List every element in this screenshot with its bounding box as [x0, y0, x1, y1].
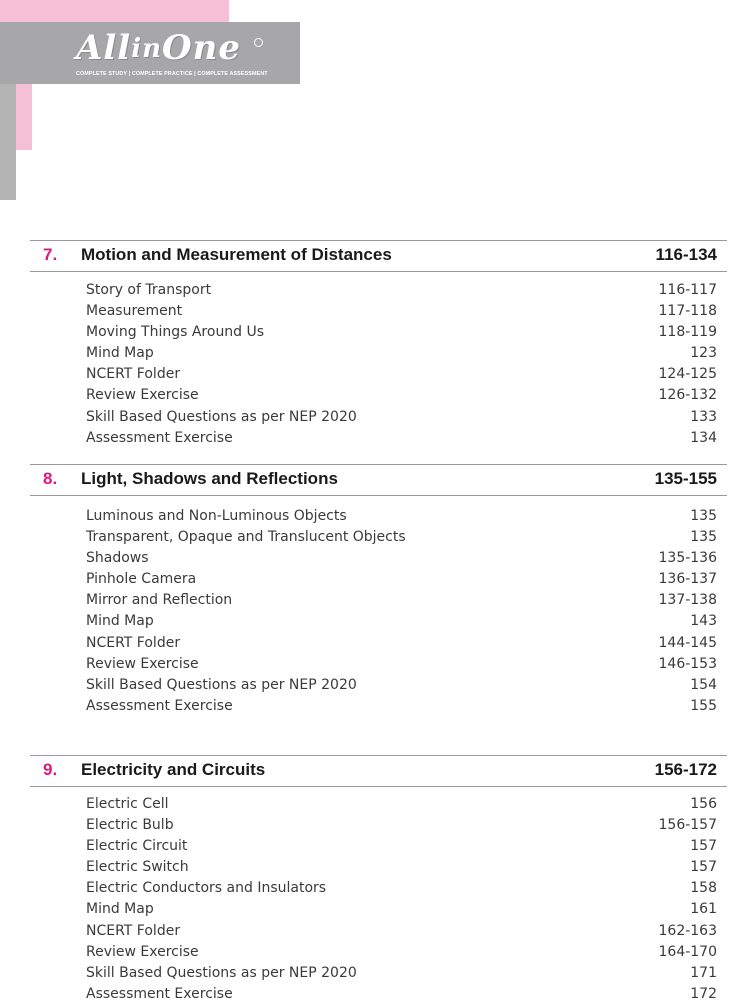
topic-label: Assessment Exercise	[86, 697, 233, 714]
topic-pages: 118-119	[658, 324, 717, 341]
chapter-page-range: 116-134	[655, 245, 717, 264]
topic-label: Measurement	[86, 303, 183, 320]
topic-row[interactable]	[30, 343, 727, 364]
topic-pages: 144-145	[658, 634, 717, 651]
topic-row[interactable]	[30, 569, 727, 590]
topic-pages: 156-157	[658, 817, 717, 834]
topic-row[interactable]	[30, 322, 727, 343]
chapter-title: Light, Shadows and Reflections	[81, 469, 338, 488]
topic-row[interactable]	[30, 590, 727, 611]
topic-label: Electric Cell	[86, 796, 169, 812]
topic-pages: 164-170	[658, 943, 717, 960]
topic-label: Electric Circuit	[86, 838, 188, 855]
chapter-title: Electricity and Circuits	[81, 760, 266, 779]
topic-label: Mind Map	[86, 901, 154, 918]
topic-row[interactable]	[30, 675, 727, 696]
topic-pages: 162-163	[658, 922, 717, 939]
topic-pages: 154	[690, 676, 717, 693]
topic-list	[30, 272, 727, 449]
topic-row[interactable]	[30, 963, 727, 984]
chapter-number: 7.	[43, 245, 58, 264]
registered-mark-icon	[254, 38, 263, 47]
topic-row[interactable]	[30, 654, 727, 675]
topic-row[interactable]	[30, 548, 727, 569]
topic-pages: 161	[690, 901, 717, 918]
topic-row[interactable]	[30, 921, 727, 942]
topic-label: NCERT Folder	[86, 366, 181, 383]
chapter-section	[30, 755, 727, 1005]
topic-row[interactable]	[30, 280, 727, 301]
topic-row[interactable]	[30, 815, 727, 836]
topic-pages: 172	[690, 985, 717, 1002]
topic-label: Skill Based Questions as per NEP 2020	[86, 408, 357, 425]
topic-pages: 136-137	[658, 571, 717, 588]
topic-label: Mind Map	[86, 345, 154, 362]
topic-label: Skill Based Questions as per NEP 2020	[86, 964, 357, 981]
topic-pages: 137-138	[658, 592, 717, 609]
topic-label: Electric Switch	[86, 859, 189, 876]
topic-row[interactable]	[30, 428, 727, 449]
chapter-section	[30, 464, 727, 717]
topic-row[interactable]	[30, 899, 727, 920]
chapter-page-range: 156-172	[654, 760, 717, 779]
topic-label: Luminous and Non-Luminous Objects	[86, 508, 347, 524]
topic-pages: 143	[690, 613, 717, 630]
topic-label: Moving Things Around Us	[86, 324, 265, 341]
topic-pages: 157	[690, 859, 717, 876]
topic-row[interactable]	[30, 696, 727, 717]
topic-label: Review Exercise	[86, 655, 199, 672]
chapter-number: 9.	[43, 760, 58, 779]
chapter-title: Motion and Measurement of Distances	[81, 245, 392, 264]
topic-label: Mind Map	[86, 613, 154, 630]
topic-pages: 134	[690, 429, 717, 446]
topic-label: Transparent, Opaque and Translucent Objects	[86, 529, 406, 546]
chapter-page-range: 135-155	[654, 469, 717, 488]
chapter-heading[interactable]	[30, 240, 727, 272]
topic-row[interactable]	[30, 857, 727, 878]
topic-row[interactable]	[30, 794, 727, 815]
topic-pages: 135	[690, 529, 717, 546]
topic-pages: 156	[690, 796, 717, 812]
chapter-heading[interactable]	[30, 464, 727, 496]
topic-pages: 133	[690, 408, 717, 425]
topic-pages: 155	[690, 697, 717, 714]
brand-logo: AllinOne	[76, 28, 241, 68]
chapter-section	[30, 240, 727, 449]
topic-row[interactable]	[30, 611, 727, 632]
topic-list	[30, 787, 727, 1005]
topic-label: Story of Transport	[86, 282, 212, 298]
topic-row[interactable]	[30, 942, 727, 963]
topic-row[interactable]	[30, 836, 727, 857]
topic-row[interactable]	[30, 364, 727, 385]
topic-pages: 123	[690, 345, 717, 362]
brand-accent-bar-top	[0, 0, 229, 22]
topic-pages: 116-117	[658, 282, 717, 298]
topic-label: Review Exercise	[86, 387, 199, 404]
topic-row[interactable]	[30, 984, 727, 1005]
topic-pages: 117-118	[658, 303, 717, 320]
topic-row[interactable]	[30, 407, 727, 428]
topic-list	[30, 496, 727, 717]
topic-label: Pinhole Camera	[86, 571, 197, 588]
topic-pages: 171	[690, 964, 717, 981]
topic-label: Assessment Exercise	[86, 985, 233, 1002]
topic-row[interactable]	[30, 506, 727, 527]
topic-row[interactable]	[30, 633, 727, 654]
topic-label: Review Exercise	[86, 943, 199, 960]
topic-pages: 157	[690, 838, 717, 855]
topic-label: Electric Bulb	[86, 817, 174, 834]
topic-label: Skill Based Questions as per NEP 2020	[86, 676, 357, 693]
topic-pages: 126-132	[658, 387, 717, 404]
topic-pages: 124-125	[658, 366, 717, 383]
topic-row[interactable]	[30, 385, 727, 406]
topic-row[interactable]	[30, 527, 727, 548]
topic-row[interactable]	[30, 878, 727, 899]
brand-tagline: COMPLETE STUDY | COMPLETE PRACTICE | COMPLETE ASSESSMENT	[76, 71, 268, 77]
topic-pages: 135	[690, 508, 717, 524]
chapter-number: 8.	[43, 469, 58, 488]
topic-label: Mirror and Reflection	[86, 592, 233, 609]
topic-row[interactable]	[30, 301, 727, 322]
topic-label: Electric Conductors and Insulators	[86, 880, 327, 897]
chapter-heading[interactable]	[30, 755, 727, 787]
topic-label: NCERT Folder	[86, 634, 181, 651]
topic-label: Assessment Exercise	[86, 429, 233, 446]
topic-label: Shadows	[86, 550, 149, 567]
topic-label: NCERT Folder	[86, 922, 181, 939]
topic-pages: 146-153	[658, 655, 717, 672]
topic-pages: 135-136	[658, 550, 717, 567]
topic-pages: 158	[690, 880, 717, 897]
